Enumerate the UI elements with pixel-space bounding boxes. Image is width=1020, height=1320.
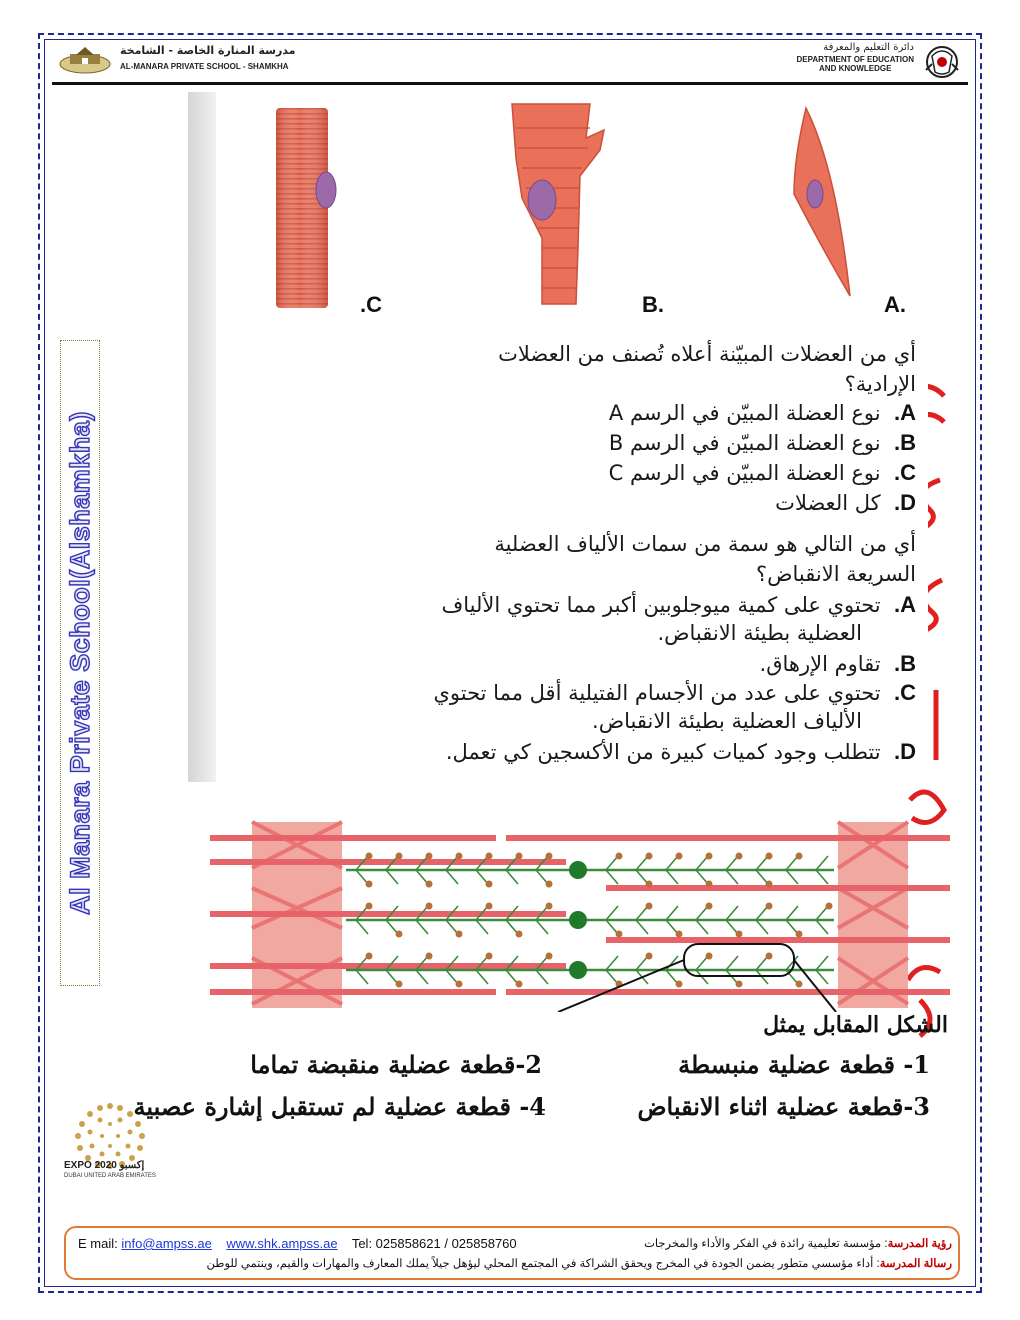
footer-vision [644, 1236, 952, 1250]
vision-text: : مؤسسة تعليمية رائدة في الفكر والأداء والمخرجات [644, 1238, 888, 1250]
skeletal-muscle-icon [276, 108, 336, 308]
mission-text: : أداء مؤسسي متطور يضمن الجودة في المخرج ويحقق الشراكة في المجتمع المحلي ليؤهل جيلاً يملك المعارف والمهارات والقيم، وينتمي للوطن [206, 1258, 880, 1270]
page-footer [64, 1226, 960, 1280]
q3-option-4: 4- قطعة عضلية لم تستقبل إشارة عصبية [133, 1092, 546, 1121]
q3-option-1: 1- قطعة عضلية منبسطة [678, 1050, 930, 1079]
q2-option-d: D. تتطلب وجود كميات كبيرة من الأكسجين كي تعمل. [445, 739, 916, 764]
q1-option-c: C. نوع العضلة المبيّن في الرسم C [608, 460, 916, 485]
school-name-english: AL-MANARA PRIVATE SCHOOL - SHAMKHA [120, 62, 289, 71]
muscle-types-figure [260, 98, 880, 310]
q2-option-a-cont: العضلية بطيئة الانقباض. [657, 621, 862, 645]
q2-option-c-cont: الألياف العضلية بطيئة الانقباض. [592, 709, 862, 733]
q3-option-3: 3-قطعة عضلية اثناء الانقباض [637, 1092, 930, 1121]
q1-option-b: B. نوع العضلة المبيّن في الرسم B [608, 430, 916, 455]
website-link[interactable]: www.shk.ampss.ae [226, 1236, 338, 1251]
footer-mission [207, 1256, 952, 1270]
vision-label: رؤية المدرسة [887, 1238, 952, 1250]
school-logo-icon [58, 46, 112, 76]
q2-option-c: C. تحتوي على عدد من الأجسام الفتيلية أقل مما تحتوي [433, 680, 916, 705]
email-prefix: E mail: [78, 1236, 118, 1251]
side-school-label: Al Manara Private School(Alshamkha) [65, 411, 95, 915]
page-header [52, 42, 968, 85]
q3-option-2: 2-قطعة عضلية منقبضة تماما [250, 1050, 542, 1079]
mission-label: رسالة المدرسة [879, 1258, 952, 1270]
email-link[interactable]: info@ampss.ae [121, 1236, 212, 1251]
cardiac-muscle-icon [512, 104, 604, 304]
smooth-muscle-icon [794, 108, 850, 296]
q2-line2: السريعة الانقباض؟ [755, 562, 916, 586]
footer-contacts [78, 1236, 517, 1251]
q3-title: الشكل المقابل يمثل [763, 1012, 948, 1038]
telephone: Tel: 025858621 / 025858760 [351, 1236, 517, 1251]
expo-name: EXPO 2020 إكسبو [64, 1160, 145, 1171]
q1-option-a: A. نوع العضلة المبيّن في الرسم A [608, 400, 916, 425]
sarcomere-diagram [206, 818, 952, 1012]
q1-line2: الإرادية؟ [844, 372, 916, 396]
expo-subtitle: DUBAI UNITED ARAB EMIRATES [64, 1173, 156, 1179]
q2-option-b: B. تقاوم الإرهاق. [759, 651, 916, 676]
figure-label-a: A. [884, 292, 906, 317]
q1-line1: أي من العضلات المبيّنة أعلاه تُصنف من العضلات [498, 342, 916, 366]
department-name-english: DEPARTMENT OF EDUCATION AND KNOWLEDGE [796, 55, 914, 73]
q2-option-a: A. تحتوي على كمية ميوجلوبين أكبر مما تحتوي الألياف [441, 592, 916, 617]
department-name-arabic: دائرة التعليم والمعرفة [823, 42, 914, 53]
figure-label-b: B. [642, 292, 664, 317]
school-name-arabic: مدرسة المنارة الخاصة - الشامخة [120, 44, 296, 57]
q2-line1: أي من التالي هو سمة من سمات الألياف العضلية [494, 532, 916, 556]
q1-option-d: D. كل العضلات [775, 490, 916, 515]
panel-shadow [188, 92, 216, 782]
department-emblem-icon [922, 42, 962, 80]
figure-label-c: .C [360, 292, 382, 317]
